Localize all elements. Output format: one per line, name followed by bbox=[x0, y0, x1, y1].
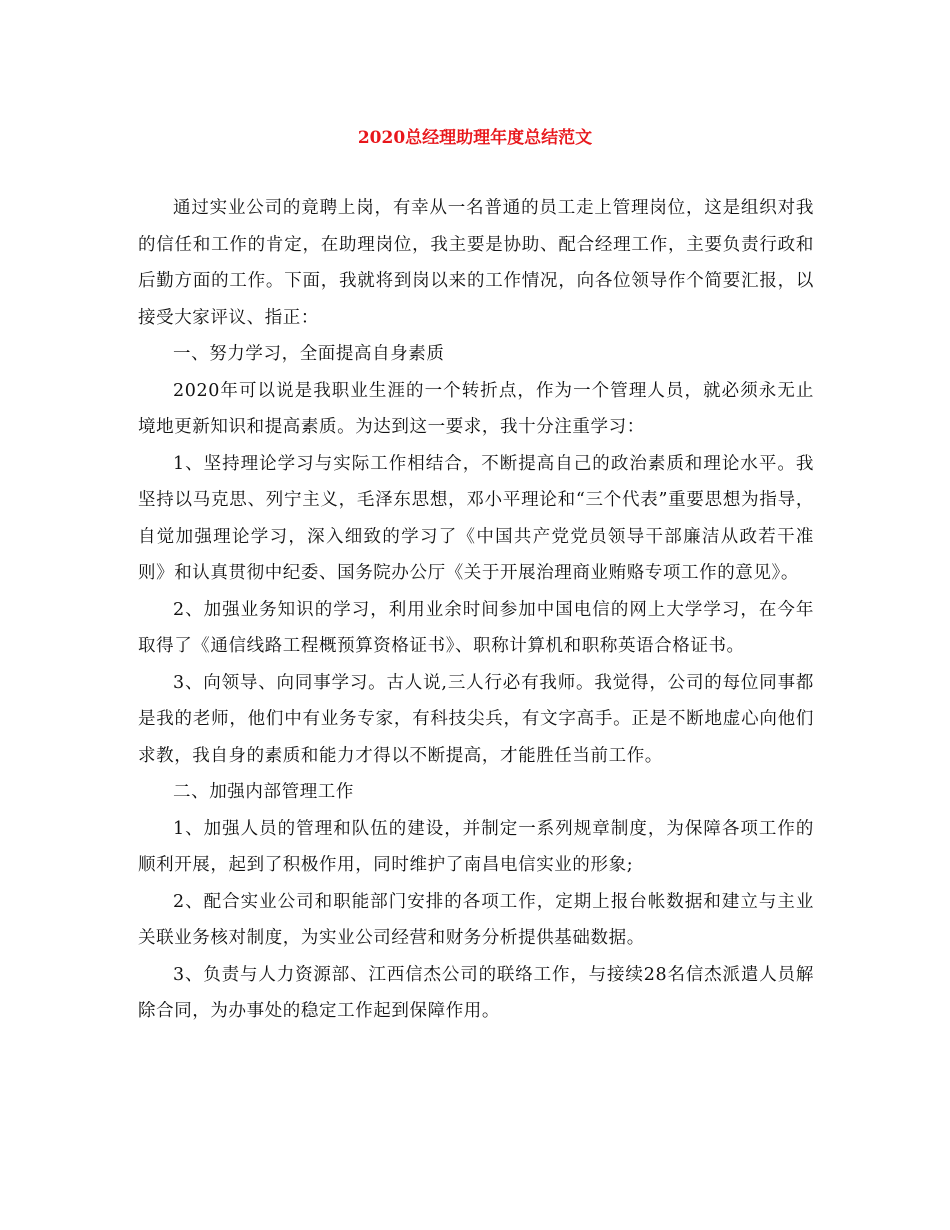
document-body bbox=[138, 190, 814, 1030]
section-heading-1: 一、努力学习，全面提高自身素质 bbox=[173, 344, 445, 364]
paragraph: 3、负责与人力资源部、江西信杰公司的联络工作，与接续28名信杰派遣人员解除合同，为办事处的稳定工作起到保障作用。 bbox=[138, 964, 814, 1021]
paragraph: 2、配合实业公司和职能部门安排的各项工作，定期上报台帐数据和建立与主业关联业务核对制度，为实业公司经营和财务分析提供基础数据。 bbox=[138, 891, 814, 948]
paragraph-intro: 通过实业公司的竟聘上岗，有幸从一名普通的员工走上管理岗位，这是组织对我的信任和工作的肯定，在助理岗位，我主要是协助、配合经理工作，主要负责行政和后勤方面的工作。下面，我就将到岗以来的工作情况，向各位领导作个简要汇报，以接受大家评议、指正： bbox=[138, 198, 814, 328]
paragraph: 2、加强业务知识的学习，利用业余时间参加中国电信的网上大学学习，在今年取得了《通信线路工程概预算资格证书》、职称计算机和职称英语合格证书。 bbox=[138, 599, 814, 656]
paragraph: 2020年可以说是我职业生涯的一个转折点，作为一个管理人员，就必须永无止境地更新知识和提高素质。为达到这一要求，我十分注重学习： bbox=[138, 380, 814, 437]
paragraph: 1、加强人员的管理和队伍的建设，并制定一系列规章制度，为保障各项工作的顺利开展，起到了积极作用，同时维护了南昌电信实业的形象; bbox=[138, 818, 814, 875]
paragraph: 1、坚持理论学习与实际工作相结合，不断提高自己的政治素质和理论水平。我坚持以马克思、列宁主义，毛泽东思想，邓小平理论和“三个代表”重要思想为指导，自觉加强理论学习，深入细致的学习了《中国共产党党员领导干部廉洁从政若干准则》和认真贯彻中纪委、国务院办公厅《关于开展治理商业贿赂专项工作的意见》。 bbox=[138, 453, 814, 583]
paragraph: 3、向领导、向同事学习。古人说,三人行必有我师。我觉得，公司的每位同事都是我的老师，他们中有业务专家，有科技尖兵，有文字高手。正是不断地虚心向他们求教，我自身的素质和能力才得以不断提高，才能胜任当前工作。 bbox=[138, 672, 814, 766]
document-title: 2020总经理助理年度总结范文 bbox=[357, 128, 593, 148]
section-heading-2: 二、加强内部管理工作 bbox=[173, 782, 354, 802]
